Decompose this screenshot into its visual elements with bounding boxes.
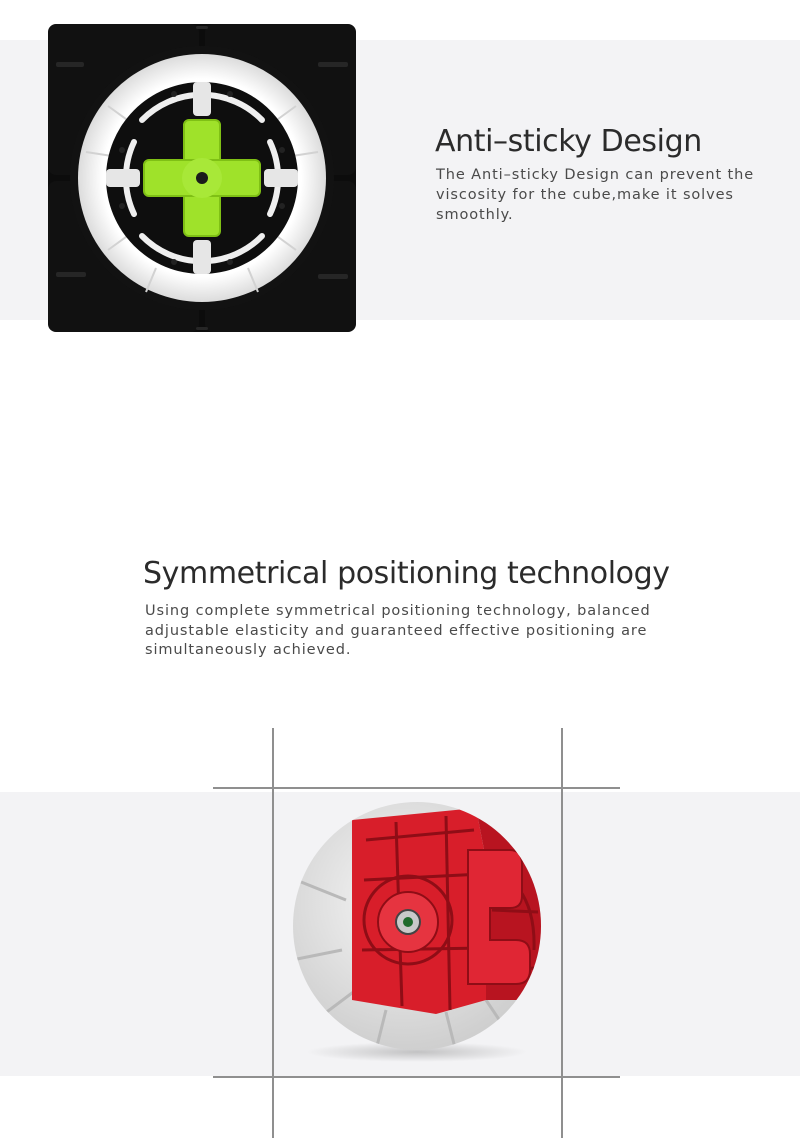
symmetrical-description: Using complete symmetrical positioning technology, balanced adjustable elasticity and guaranteed effective positioning are simultaneously achieved. bbox=[145, 603, 651, 658]
anti-sticky-description: The Anti–sticky Design can prevent the viscosity for the cube,make it solves smoothly. bbox=[436, 167, 755, 223]
grid-line-bottom bbox=[213, 1076, 620, 1078]
grid-line-top bbox=[213, 787, 620, 789]
anti-sticky-title: Anti–sticky Design bbox=[435, 124, 702, 159]
symmetrical-title: Symmetrical positioning technology bbox=[143, 556, 670, 591]
red-white-core-image bbox=[286, 800, 548, 1062]
cube-internal-view-image bbox=[46, 22, 358, 334]
